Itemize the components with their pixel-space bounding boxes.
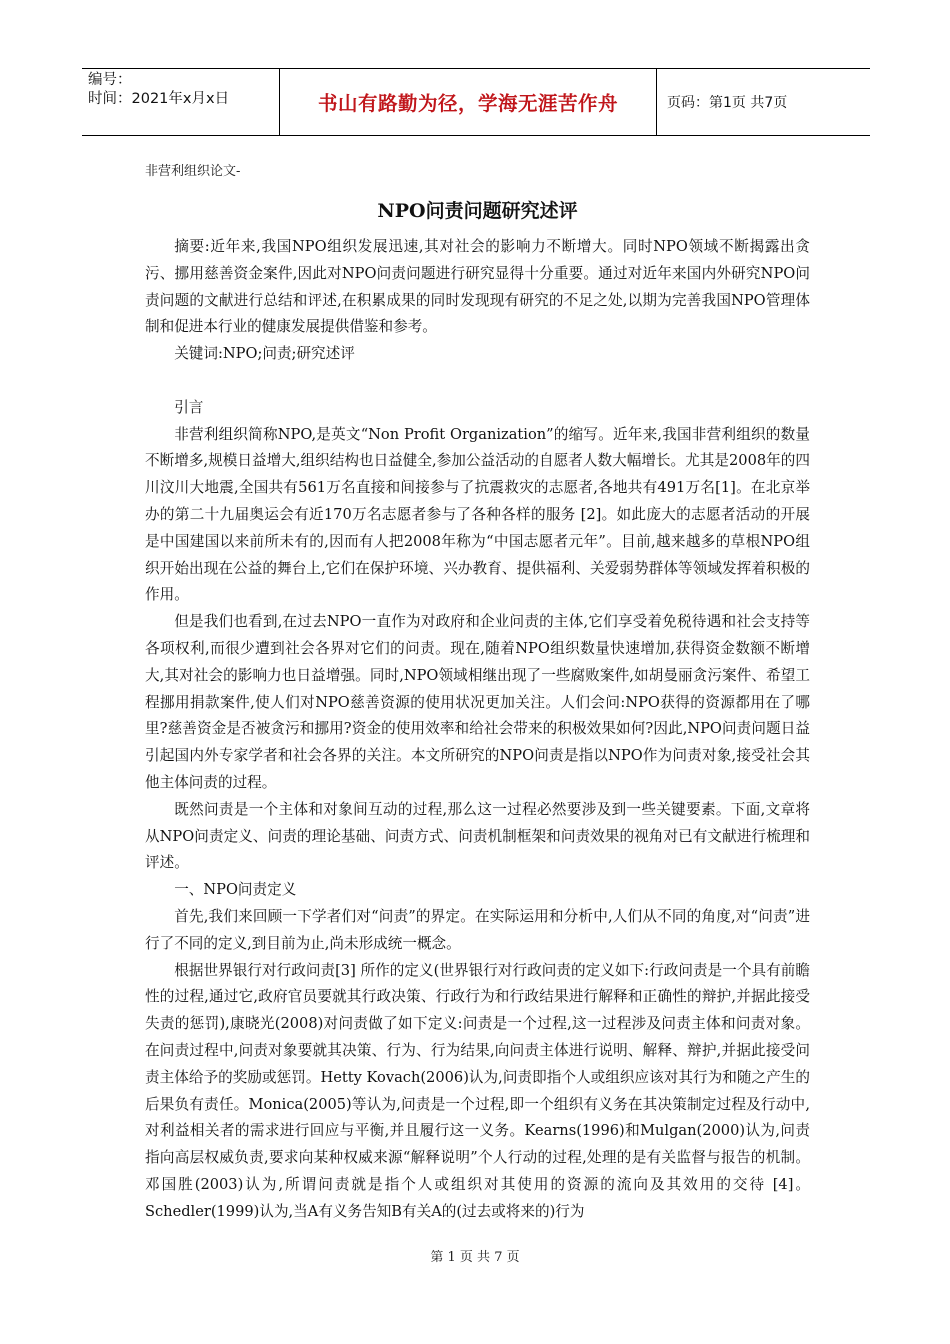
document-header: [82, 68, 870, 136]
section-heading-intro: 引言: [174, 398, 204, 416]
abstract-paragraph: 摘要:近年来,我国NPO组织发展迅速,其对社会的影响力不断增大。同时NPO领域不断揭露出贪污、挪用慈善资金案件,因此对NPO问责问题进行研究显得十分重要。通过对近年来国内外研究NPO问责问题的文献进行总结和评述,在积累成果的同时发现现有研究的不足之处,以期为完善我国NPO管理体制和促进本行业的健康发展提供借鉴和参考。: [145, 238, 810, 336]
date-label: 时间：2021年x月x日: [88, 91, 230, 107]
number-label: 编号：: [88, 72, 132, 88]
keywords-line: 关键词:NPO;问责;研究述评: [174, 345, 355, 363]
body-paragraph: 非营利组织简称NPO,是英文“Non Profit Organization”的缩写。近年来,我国非营利组织的数量不断增多,规模日益增大,组织结构也日益健全,参加公益活动的自愿者人数大幅增长。尤其是2008年的四川汶川大地震,全国共有561万名直接和间接参与了抗震救灾的志愿者,各地共有491万名[1]。在北京举办的第二十九届奥运会有近170万名志愿者参与了各种各样的服务 [2]。如此庞大的志愿者活动的开展是中国建国以来前所未有的,因而有人把2008年称为“中国志愿者元年”。目前,越来越多的草根NPO组织开始出现在公益的舞台上,它们在保护环境、兴办教育、提供福利、关爱弱势群体等领域发挥着积极的作用。: [145, 425, 810, 604]
body-paragraph: 首先,我们来回顾一下学者们对“问责”的界定。在实际运用和分析中,人们从不同的角度,对“问责”进行了不同的定义,到目前为止,尚未形成统一概念。: [145, 907, 810, 952]
body-paragraph: 但是我们也看到,在过去NPO一直作为对政府和企业问责的主体,它们享受着免税待遇和社会支持等各项权利,而很少遭到社会各界对它们的问责。现在,随着NPO组织数量快速增加,获得资金数额不断增大,其对社会的影响力也日益增强。同时,NPO领域相继出现了一些腐败案件,如胡曼丽贪污案件、希望工程挪用捐款案件,使人们对NPO慈善资源的使用状况更加关注。人们会问:NPO获得的资源都用在了哪里?慈善资金是否被贪污和挪用?资金的使用效率和给社会带来的积极效果如何?因此,NPO问责问题日益引起国内外专家学者和社会各界的关注。本文所研究的NPO问责是指以NPO作为问责对象,接受社会其他主体问责的过程。: [145, 613, 810, 791]
body-paragraph: 既然问责是一个主体和对象间互动的过程,那么这一过程必然要涉及到一些关键要素。下面,文章将从NPO问责定义、问责的理论基础、问责方式、问责机制框架和问责效果的视角对已有文献进行梳理和评述。: [145, 800, 810, 872]
document-title: NPO问责问题研究述评: [377, 200, 578, 222]
header-meta: [82, 69, 279, 135]
page-footer: 第 1 页 共 7 页: [430, 1250, 520, 1265]
document-body: [145, 234, 810, 1225]
document-category: 非营利组织论文-: [145, 164, 241, 179]
header-page-info: 页码：第1页 共7页: [667, 95, 788, 111]
header-motto: 书山有路勤为径，学海无涯苦作舟: [279, 69, 657, 135]
section-heading-definition: 一、NPO问责定义: [174, 881, 297, 899]
body-paragraph: 根据世界银行对行政问责[3] 所作的定义(世界银行对行政问责的定义如下:行政问责是一个具有前瞻性的过程,通过它,政府官员要就其行政决策、行政行为和行政结果进行解释和正确性的辩护,并据此接受失责的惩罚),康晓光(2008)对问责做了如下定义:问责是一个过程,这一过程涉及问责主体和问责对象。在问责过程中,问责对象要就其决策、行为、行为结果,向问责主体进行说明、解释、辩护,并据此接受问责主体给予的奖励或惩罚。Hetty Kovach(2006)认为,问责即指个人或组织应该对其行为和随之产生的后果负有责任。Monica(2005)等认为,问责是一个过程,即一个组织有义务在其决策制定过程及行动中,对利益相关者的需求进行回应与平衡,并且履行这一义务。Kearns(1996)和Mulgan(2000)认为,问责指向高层权威负责,要求向某种权威来源“解释说明”个人行动的过程,处理的是有关监督与报告的机制。邓国胜(2003)认为,所谓问责就是指个人或组织对其使用的资源的流向及其效用的交待 [4]。Schedler(1999)认为,当A有义务告知B有关A的(过去或将来的)行为: [145, 961, 810, 1220]
